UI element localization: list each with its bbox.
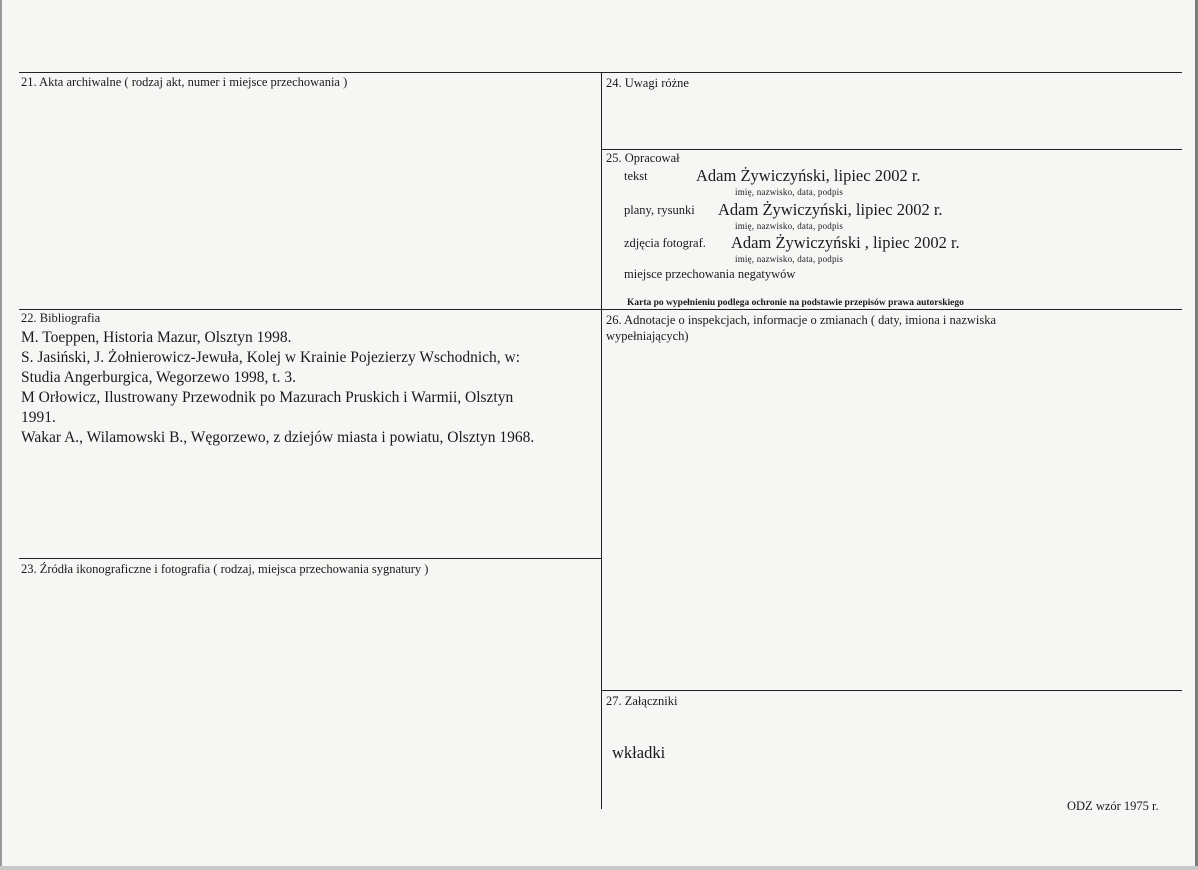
section-23-heading: 23. Źródła ikonograficzne i fotografia ( rodzaj, miejsca przechowania sygnatury ) (21, 562, 429, 576)
form-template-id: ODZ wzór 1975 r. (1067, 799, 1159, 813)
section-26-heading: 26. Adnotacje o inspekcjach, informacje o zmianach ( daty, imiona i nazwiska (606, 313, 997, 327)
section-26-heading-cont: wypełniających) (606, 329, 689, 343)
author-row-label: zdjęcia fotograf. (624, 236, 706, 250)
section-25-heading: 25. Opracował (606, 151, 680, 165)
section-27-heading: 27. Załączniki (606, 694, 678, 708)
author-row-hint: imię, nazwisko, data, podpis (735, 221, 844, 231)
section-22-heading: 22. Bibliografia (21, 311, 101, 325)
bibliography-line: S. Jasiński, J. Żołnierowicz-Jewuła, Kolej w Krainie Pojezierzy Wschodnich, w: (21, 349, 521, 366)
rule-22-23 (19, 558, 601, 559)
author-row-label: plany, rysunki (624, 203, 695, 217)
bibliography-line: M Orłowicz, Ilustrowany Przewodnik po Mazurach Pruskich i Warmii, Olsztyn (21, 389, 514, 406)
scan-edge-left (0, 0, 2, 870)
bibliography-line: Wakar A., Wilamowski B., Węgorzewo, z dziejów miasta i powiatu, Olsztyn 1968. (21, 429, 535, 446)
negatives-location-label: miejsce przechowania negatywów (624, 267, 796, 281)
section-21-heading: 21. Akta archiwalne ( rodzaj akt, numer i miejsce przechowania ) (21, 75, 348, 89)
column-divider (601, 72, 602, 809)
rule-21-22 (19, 309, 1182, 310)
author-row-label: tekst (624, 169, 648, 183)
bibliography-line: Studia Angerburgica, Wegorzewo 1998, t. 3. (21, 369, 296, 386)
author-row-value: Adam Żywiczyński, lipiec 2002 r. (696, 166, 921, 185)
author-row-hint: imię, nazwisko, data, podpis (735, 254, 844, 264)
copyright-notice: Karta po wypełnieniu podlega ochronie na podstawie przepisów prawa autorskiego (627, 298, 964, 308)
rule-24-25 (602, 149, 1182, 150)
author-row-value: Adam Żywiczyński, lipiec 2002 r. (718, 200, 943, 219)
rule-26-27 (602, 690, 1182, 691)
bibliography-line: 1991. (21, 409, 56, 426)
section-24-heading: 24. Uwagi różne (606, 76, 689, 90)
scan-edge-bottom (0, 866, 1198, 870)
author-row-value: Adam Żywiczyński , lipiec 2002 r. (731, 233, 960, 252)
author-row-hint: imię, nazwisko, data, podpis (735, 187, 844, 197)
attachments-content: wkładki (612, 743, 666, 762)
bibliography-line: M. Toeppen, Historia Mazur, Olsztyn 1998. (21, 329, 292, 346)
